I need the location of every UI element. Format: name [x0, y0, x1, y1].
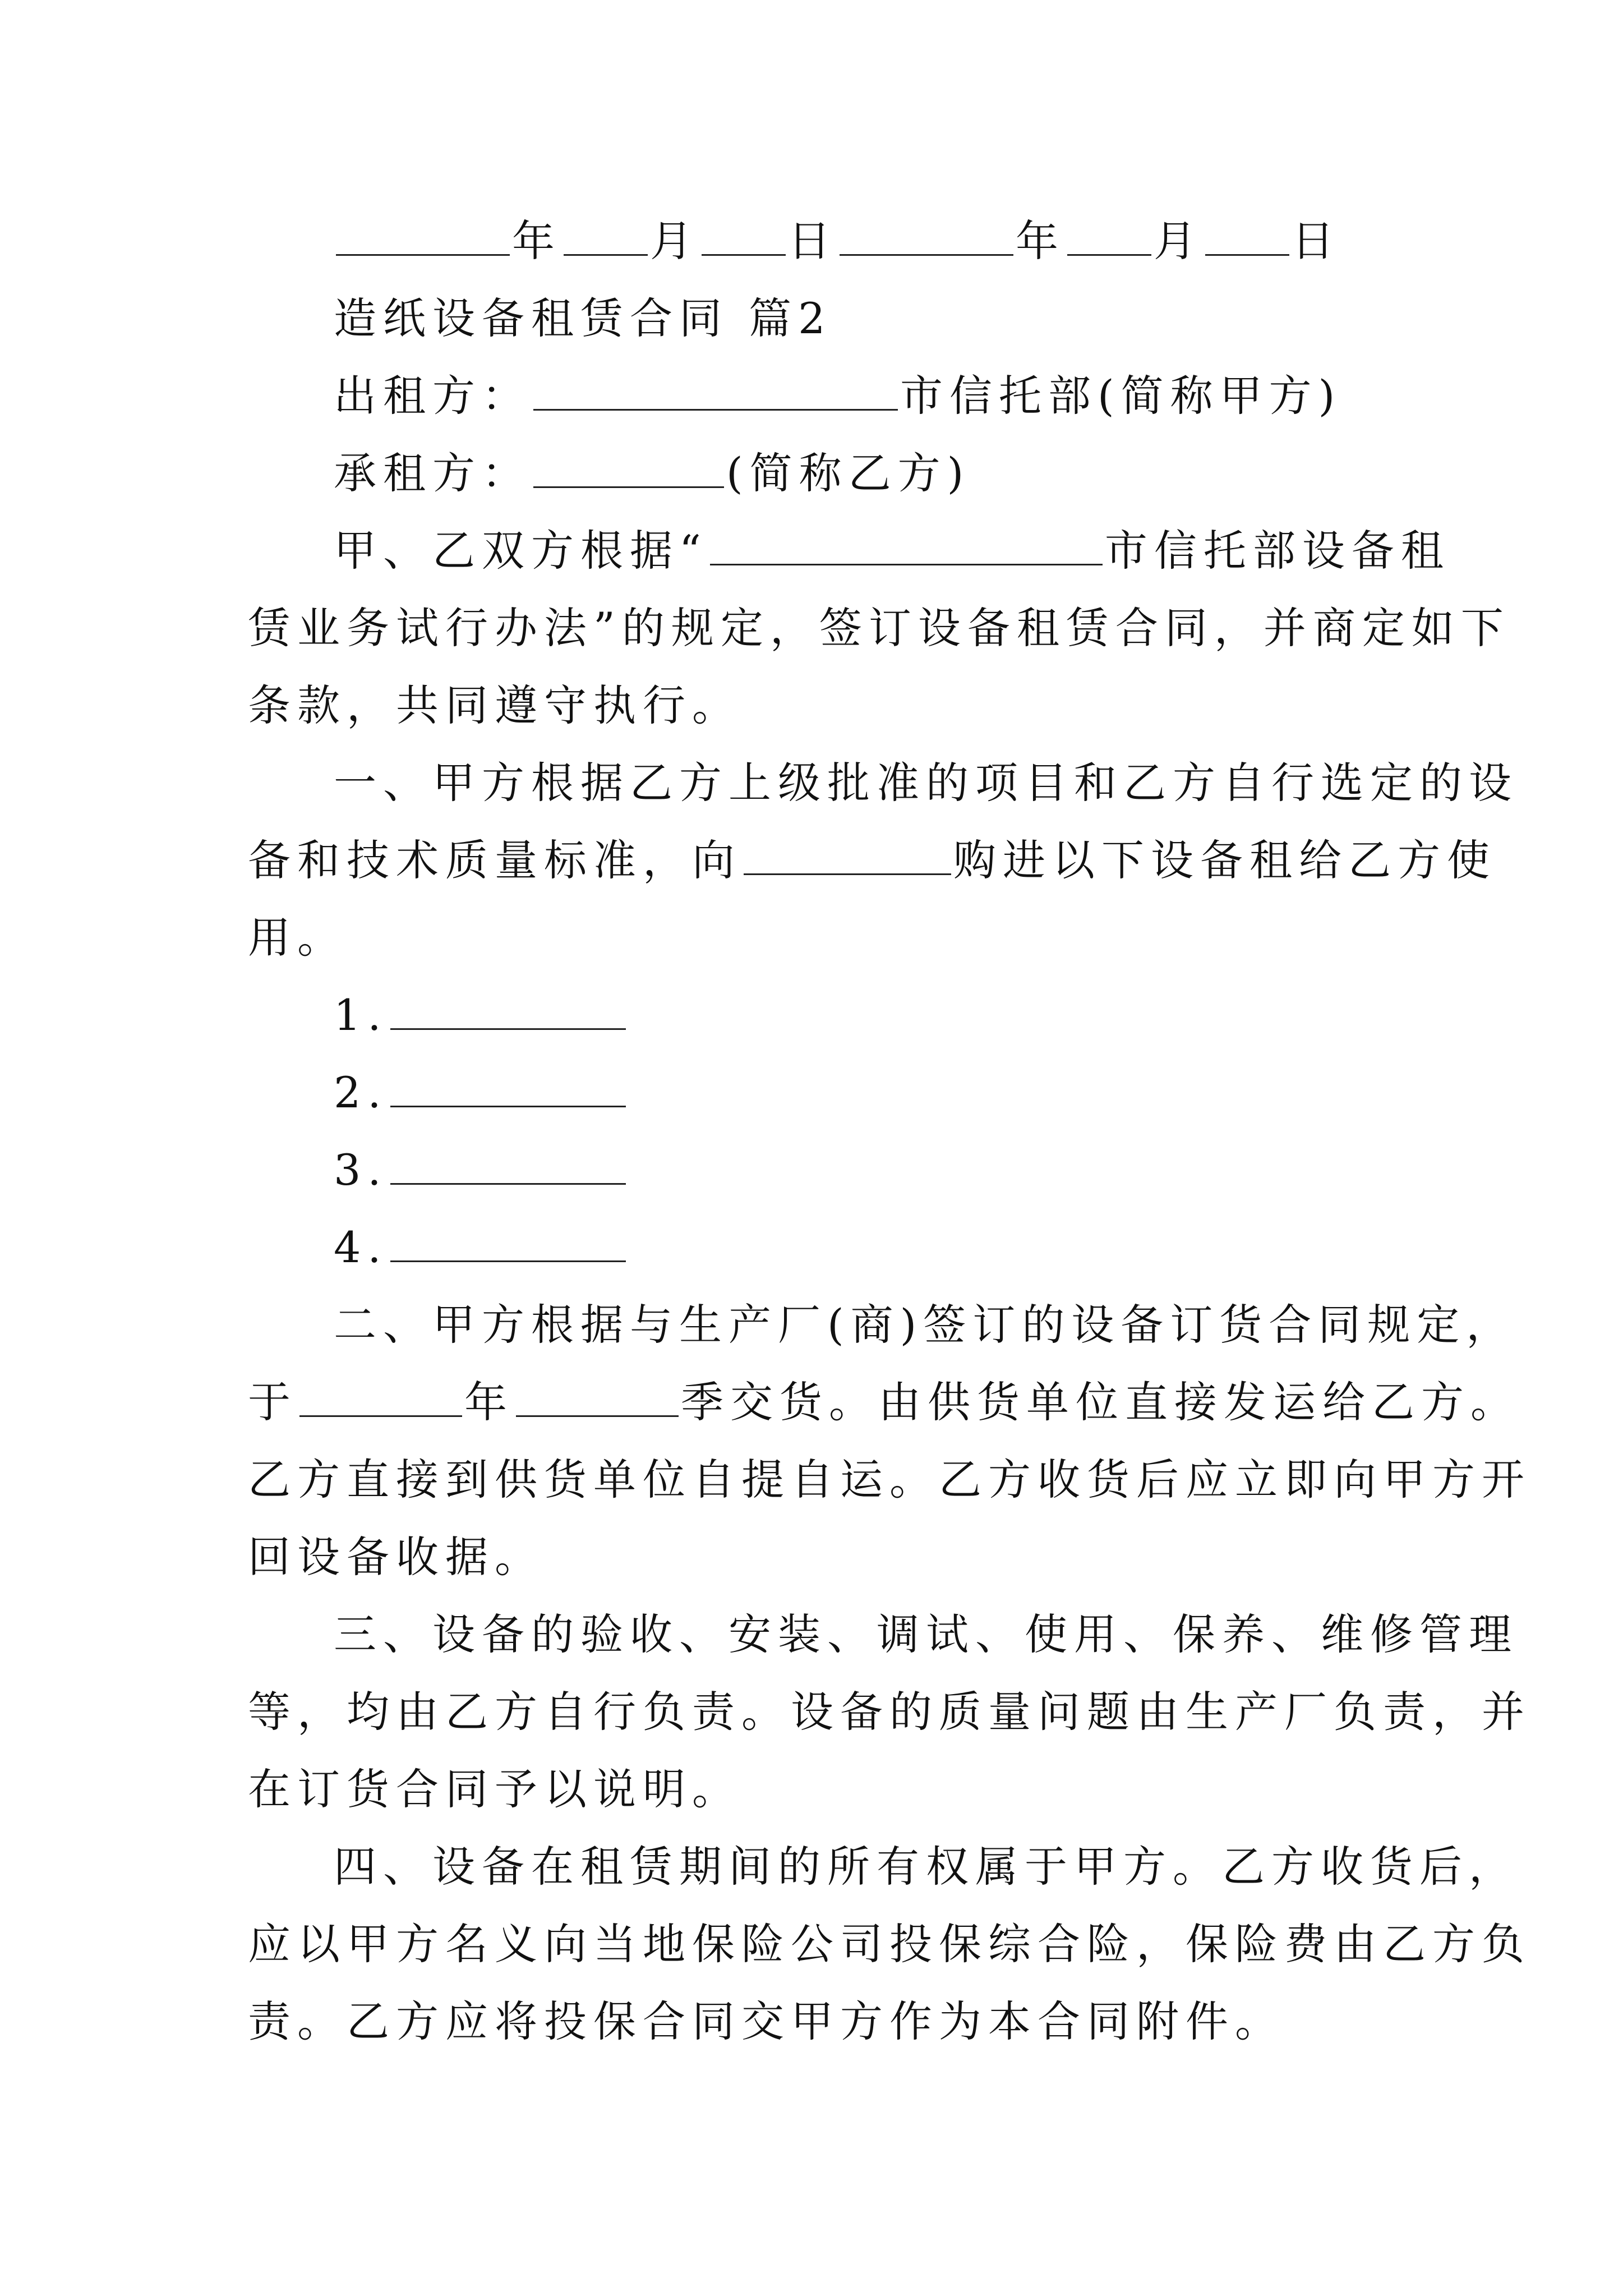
clause3-line-1: 三、设备的验收、安装、调试、使用、保养、维修管理 [334, 1609, 1518, 1659]
intro-text: 市信托部设备租 [1104, 526, 1450, 576]
clause1-line-3: 用。 [248, 913, 347, 963]
intro-line-3: 条款，共同遵守执行。 [248, 680, 741, 730]
clause1-line-1: 一、甲方根据乙方上级批准的项目和乙方自行选定的设 [334, 758, 1518, 808]
lessee-label: 承租方： [334, 448, 531, 498]
clause2-line-1: 二、甲方根据与生产厂(商)签订的设备订货合同规定， [334, 1300, 1516, 1350]
date-blank [564, 215, 648, 256]
clause2-blank [516, 1376, 679, 1417]
clause2-text: 于 [248, 1377, 297, 1427]
clause4-line-2: 应以甲方名义向当地保险公司投保综合险，保险费由乙方负 [248, 1919, 1531, 1969]
intro-line-2: 赁业务试行办法”的规定，签订设备租赁合同，并商定如下 [248, 603, 1510, 653]
list-item [334, 987, 628, 1043]
intro-blank [710, 524, 1103, 565]
list-item [334, 1220, 628, 1276]
clause4-line-1: 四、设备在租赁期间的所有权属于甲方。乙方收货后， [334, 1842, 1518, 1892]
lessor-suffix: 市信托部(简称甲方) [900, 371, 1342, 421]
date-blank [702, 215, 786, 256]
list-item [334, 1065, 628, 1121]
date-blank [1067, 215, 1151, 256]
lessee-line [334, 445, 970, 501]
date-month-2: 月 [1154, 216, 1203, 266]
clause1-blank [744, 834, 951, 875]
list-item-blank [390, 989, 626, 1030]
clause2-text: 季交货。由供货单位直接发运给乙方。 [681, 1377, 1520, 1427]
date-month-1: 月 [650, 216, 699, 266]
date-line [334, 213, 1341, 269]
date-blank [336, 215, 510, 256]
date-day-2: 日 [1292, 216, 1341, 266]
lessee-suffix: (简称乙方) [726, 448, 971, 498]
clause2-line-4: 回设备收据。 [248, 1532, 544, 1582]
clause2-line-3: 乙方直接到供货单位自提自运。乙方收货后应立即向甲方开 [248, 1455, 1531, 1504]
date-day-1: 日 [788, 216, 837, 266]
list-item-number: 2. [334, 1068, 388, 1117]
lessor-blank [533, 370, 898, 411]
intro-text: 甲、乙双方根据“ [334, 526, 708, 576]
date-year-2: 年 [1016, 216, 1065, 266]
list-item-number: 1. [334, 990, 388, 1040]
list-item-blank [390, 1066, 626, 1107]
clause1-text: 备和技术质量标准，向 [248, 835, 741, 885]
clause1-text: 购进以下设备租给乙方使 [953, 835, 1496, 885]
clause3-line-3: 在订货合同予以说明。 [248, 1764, 741, 1814]
clause2-line-2 [248, 1374, 1520, 1430]
date-blank [840, 215, 1013, 256]
date-blank [1205, 215, 1289, 256]
contract-heading: 造纸设备租赁合同 篇2 [334, 293, 832, 343]
clause2-text: 年 [464, 1377, 514, 1427]
clause2-blank [299, 1376, 462, 1417]
lessor-label: 出租方： [334, 371, 531, 421]
list-item-number: 3. [334, 1145, 388, 1195]
list-item [334, 1142, 628, 1198]
clause4-line-3: 责。乙方应将投保合同交甲方作为本合同附件。 [248, 1996, 1284, 2046]
list-item-blank [390, 1221, 626, 1262]
clause1-line-2 [248, 832, 1496, 889]
date-year-1: 年 [512, 216, 561, 266]
clause3-line-2: 等，均由乙方自行负责。设备的质量问题由生产厂负责，并 [248, 1687, 1531, 1737]
lessee-blank [533, 447, 724, 488]
lessor-line [334, 368, 1341, 424]
list-item-number: 4. [334, 1222, 388, 1272]
list-item-blank [390, 1144, 626, 1185]
intro-line-1 [334, 523, 1450, 579]
